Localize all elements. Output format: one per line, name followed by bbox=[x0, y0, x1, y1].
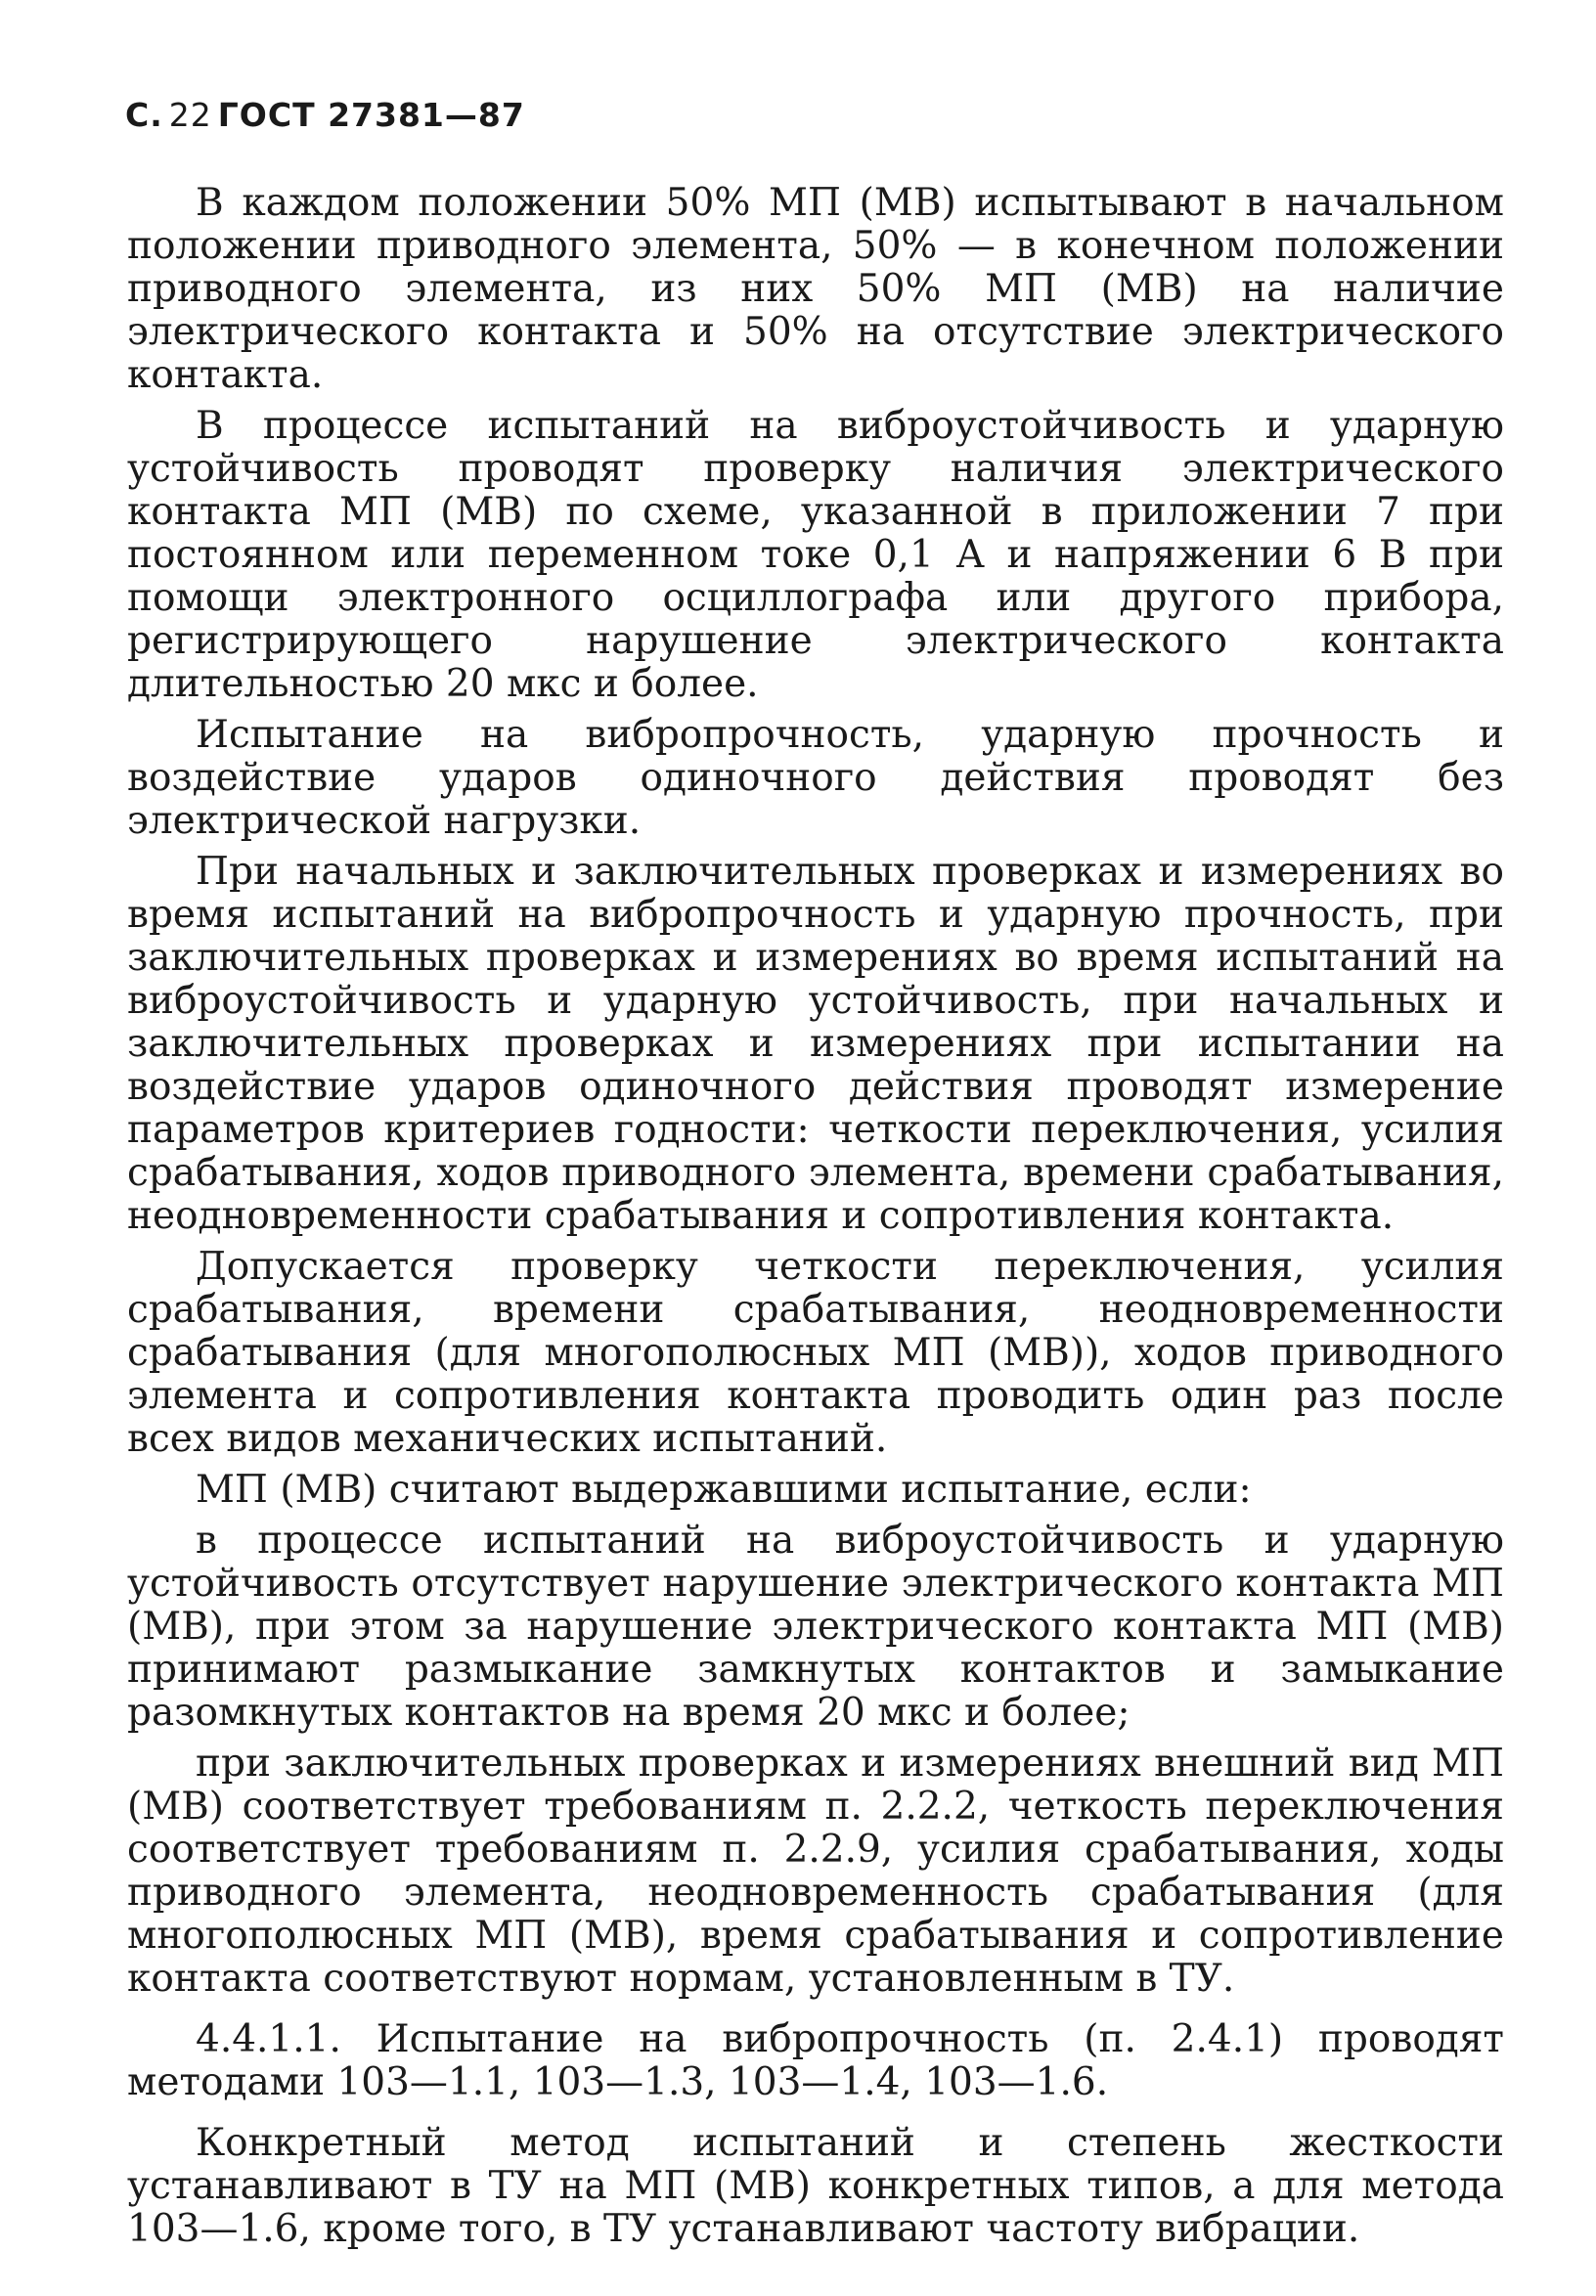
paragraph-5: Допускается проверку четкости переключения, усилия срабатывания, времени срабатывания, неодновременности срабатывания (для многополюсных МП (МВ)), ходов приводного элемента и сопротивления контакта проводить один раз после всех видов механических испытаний. bbox=[127, 1245, 1504, 1461]
paragraph-8: при заключительных проверках и измерениях внешний вид МП (МВ) соответствует требованиям п. 2.2.2, четкость переключения соответствует требованиям п. 2.2.9, усилия срабатывания, ходы приводного элемента, неодновременность срабатывания (для многополюсных МП (МВ), время срабатывания и сопротивление контакта соответствуют нормам, установленным в ТУ. bbox=[127, 1742, 1504, 2001]
clause-4-4-1-1: 4.4.1.1. Испытание на вибропрочность (п. 2.4.1) проводят методами 103—1.1, 103—1.3, 103—1.4, 103—1.6. bbox=[127, 2017, 1504, 2104]
page-prefix: С. bbox=[125, 96, 163, 134]
body-text bbox=[127, 182, 1504, 2251]
page-number: 22 bbox=[168, 96, 212, 134]
paragraph-3: Испытание на вибропрочность, ударную прочность и воздействие ударов одиночного действия проводят без электрической нагрузки. bbox=[127, 713, 1504, 843]
standard-code: ГОСТ 27381—87 bbox=[217, 96, 525, 134]
page-header bbox=[125, 96, 525, 134]
paragraph-6: МП (МВ) считают выдержавшими испытание, если: bbox=[196, 1468, 1252, 1512]
paragraph-2: В процессе испытаний на виброустойчивость и ударную устойчивость проводят проверку наличия электрического контакта МП (МВ) по схеме, указанной в приложении 7 при постоянном или переменном токе 0,1 А и напряжении 6 В при помощи электронного осциллографа или другого прибора, регистрирующего нарушение электрического контакта длительностью 20 мкс и более. bbox=[127, 404, 1504, 706]
paragraph-7: в процессе испытаний на виброустойчивость и ударную устойчивость отсутствует нарушение электрического контакта МП (МВ), при этом за нарушение электрического контакта МП (МВ) принимают размыкание замкнутых контактов и замыкание разомкнутых контактов на время 20 мкс и более; bbox=[127, 1519, 1504, 1735]
paragraph-1: В каждом положении 50% МП (МВ) испытывают в начальном положении приводного элемента, 50% — в конечном положении приводного элемента, из них 50% МП (МВ) на наличие электрического контакта и 50% на отсутствие электрического контакта. bbox=[127, 181, 1504, 397]
paragraph-10: Конкретный метод испытаний и степень жесткости устанавливают в ТУ на МП (МВ) конкретных типов, а для метода 103—1.6, кроме того, в ТУ устанавливают частоту вибрации. bbox=[127, 2121, 1504, 2251]
paragraph-4: При начальных и заключительных проверках и измерениях во время испытаний на вибропрочность и ударную прочность, при заключительных проверках и измерениях во время испытаний на виброустойчивость и ударную устойчивость, при начальных и заключительных проверках и измерениях при испытании на воздействие ударов одиночного действия проводят измерение параметров критериев годности: четкости переключения, усилия срабатывания, ходов приводного элемента, времени срабатывания, неодновременности срабатывания и сопротивления контакта. bbox=[127, 850, 1504, 1238]
